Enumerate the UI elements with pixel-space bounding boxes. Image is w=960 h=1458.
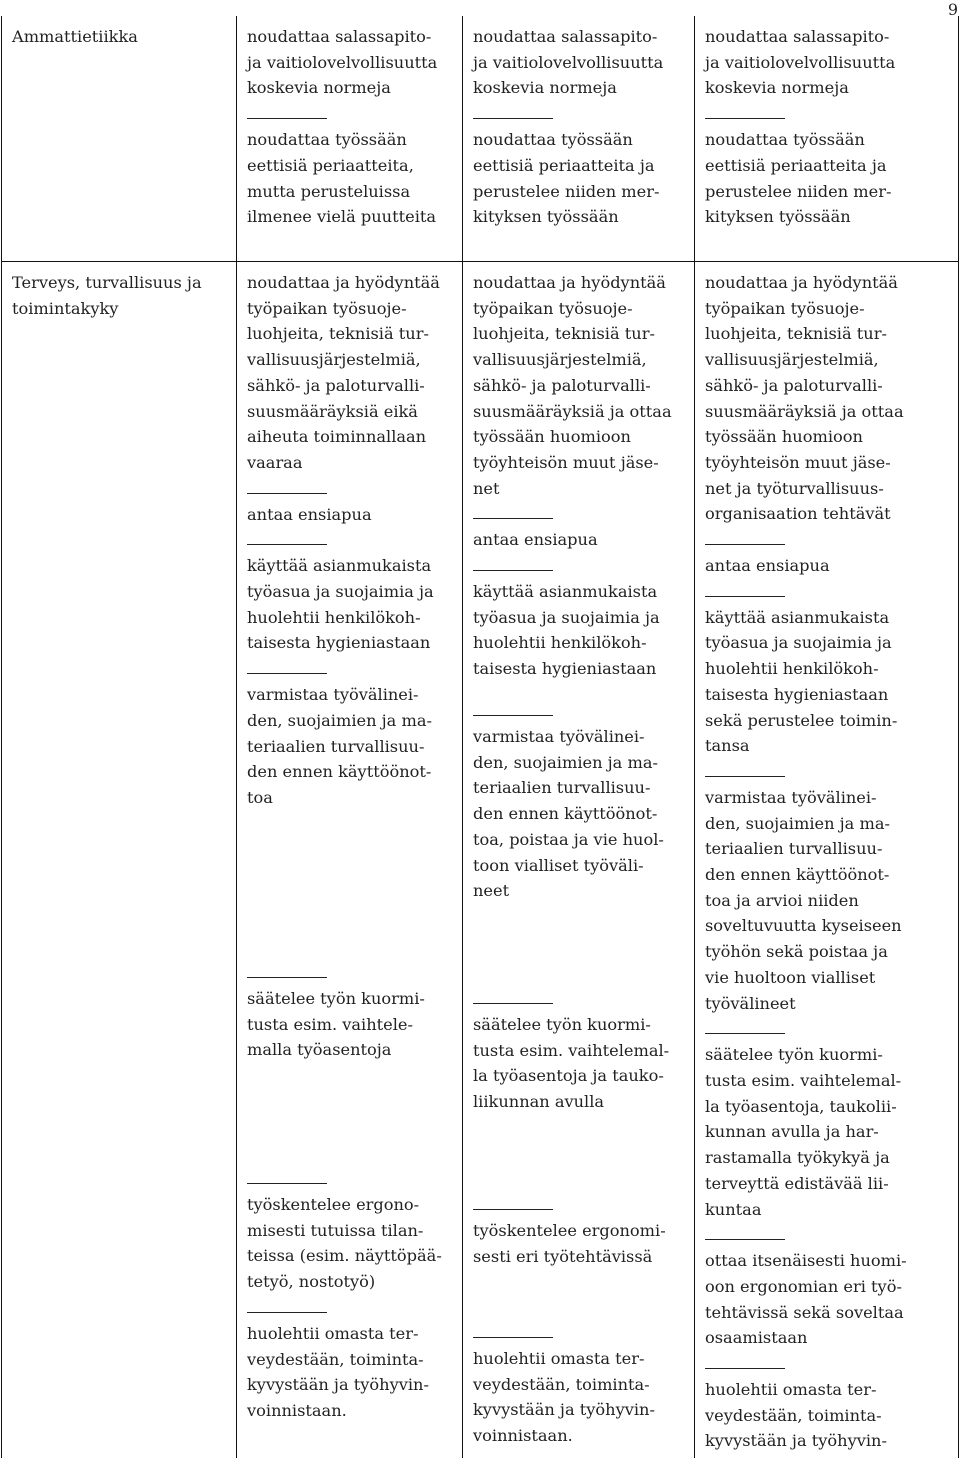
criterion-line: huolehtii henkilökoh- — [705, 659, 879, 679]
criteria-cell — [247, 24, 437, 230]
criterion-separator — [473, 118, 553, 119]
criterion-line: tehtävissä sekä soveltaa — [705, 1302, 904, 1322]
criterion-line: soveltuvuutta kyseiseen — [705, 916, 902, 936]
criterion-line: teriaalien turvallisuu- — [705, 839, 883, 859]
criterion-line: koskevia normeja — [705, 78, 849, 98]
criterion-line: veydestään, toiminta- — [247, 1349, 424, 1369]
criterion-line: luohjeita, teknisiä tur- — [247, 324, 429, 344]
row-divider — [1, 261, 959, 262]
criterion-line: luohjeita, teknisiä tur- — [473, 324, 655, 344]
criterion-line: suusmääräyksiä ja ottaa — [473, 401, 672, 421]
criterion-separator — [247, 493, 327, 494]
row-label-line: Terveys, turvallisuus ja — [12, 273, 202, 292]
criterion-line: rastamalla työkykyä ja — [705, 1148, 890, 1168]
criterion-line: työhön sekä poistaa ja — [705, 942, 888, 962]
criterion-line: suusmääräyksiä ja ottaa — [705, 401, 904, 421]
criterion-line: säätelee työn kuormi- — [473, 1015, 651, 1034]
criterion-line: la työasentoja, taukolii- — [705, 1096, 897, 1116]
criterion-line: noudattaa salassapito- — [705, 27, 890, 46]
criterion-line: käyttää asianmukaista — [705, 607, 890, 627]
criteria-cell — [247, 1166, 442, 1424]
criterion-line: eettisiä periaatteita, — [247, 155, 414, 175]
criterion-line: noudattaa ja hyödyntää — [247, 273, 440, 292]
criterion-line: sesti eri työtehtävissä — [473, 1246, 653, 1266]
criterion-line: den ennen käyttöönot- — [705, 865, 890, 885]
criterion-line: malla työasentoja — [247, 1040, 392, 1060]
criterion-line: antaa ensiapua — [473, 530, 598, 550]
criterion-line: terveyttä edistävää lii- — [705, 1173, 889, 1193]
criterion-line: teissa (esim. näyttöpää- — [247, 1246, 442, 1266]
criterion-line: sähkö- ja paloturvalli- — [247, 375, 425, 395]
criterion-line: ja vaitiolovelvollisuutta — [247, 52, 438, 72]
criterion-line: kyvystään ja työhyvin- — [705, 1431, 887, 1451]
column-divider — [462, 16, 463, 1458]
criterion-line: mutta perusteluissa — [247, 181, 411, 201]
criterion-line: työasua ja suojaimia ja — [705, 633, 892, 653]
criterion-line: tetyö, nostotyö) — [247, 1272, 376, 1292]
criterion-line: eettisiä periaatteita ja — [705, 155, 887, 175]
criterion-line: sähkö- ja paloturvalli- — [705, 375, 883, 395]
criterion-line: voinnistaan. — [247, 1400, 347, 1420]
criterion-separator — [473, 1209, 553, 1210]
criterion-separator — [705, 1368, 785, 1369]
row-label-line: toimintakyky — [12, 298, 119, 318]
criterion-line: ilmenee vielä puutteita — [247, 207, 437, 227]
row-label — [12, 270, 202, 321]
criterion-separator — [247, 118, 327, 119]
criterion-line: veydestään, toiminta- — [473, 1374, 650, 1394]
criterion-line: vie huoltoon vialliset — [705, 967, 876, 987]
criterion-line: noudattaa työssään — [247, 130, 407, 150]
criterion-line: taisesta hygieniastaan — [247, 633, 431, 653]
criterion-separator — [247, 1312, 327, 1313]
criterion-line: toa ja arvioi niiden — [705, 890, 859, 910]
criterion-line: tusta esim. vaihtele- — [247, 1014, 413, 1034]
criterion-line: vallisuusjärjestelmiä, — [705, 350, 879, 370]
criterion-line: kyvystään ja työhyvin- — [473, 1400, 655, 1420]
criterion-line: osaamistaan — [705, 1328, 808, 1348]
criterion-line: teriaalien turvallisuu- — [473, 778, 651, 798]
criterion-line: eettisiä periaatteita ja — [473, 155, 655, 175]
criterion-line: työssään huomioon — [473, 427, 631, 447]
criterion-line: työssään huomioon — [705, 427, 863, 447]
criterion-line: luohjeita, teknisiä tur- — [705, 324, 887, 344]
criterion-line: työasua ja suojaimia ja — [473, 607, 660, 627]
criteria-cell — [705, 270, 907, 1454]
criterion-line: den, suojaimien ja ma- — [473, 752, 658, 772]
criterion-line: taisesta hygieniastaan — [473, 659, 657, 679]
criterion-line: varmistaa työvälinei- — [705, 787, 877, 807]
criterion-line: säätelee työn kuormi- — [247, 989, 425, 1008]
criterion-line: ottaa itsenäisesti huomi- — [705, 1251, 907, 1271]
criterion-line: työvälineet — [705, 993, 796, 1013]
criterion-line: huolehtii henkilökoh- — [247, 607, 421, 627]
criterion-line: organisaation tehtävät — [705, 504, 891, 524]
criterion-line: sekä perustelee toimin- — [705, 710, 898, 730]
criterion-line: työpaikan työsuoje- — [705, 298, 865, 318]
criterion-line: kuntaa — [705, 1199, 762, 1219]
criterion-line: aiheuta toiminnallaan — [247, 427, 427, 447]
criterion-line: huolehtii omasta ter- — [705, 1380, 877, 1400]
criterion-line: työpaikan työsuoje- — [473, 298, 633, 318]
row-label — [12, 24, 138, 50]
criterion-line: käyttää asianmukaista — [473, 582, 658, 602]
criterion-line: toa — [247, 787, 273, 807]
criteria-cell — [473, 24, 663, 230]
criteria-cell — [473, 1320, 655, 1449]
criterion-line: kityksen työssään — [705, 207, 851, 227]
criterion-line: oon ergonomian eri työ- — [705, 1276, 902, 1296]
criterion-line: työasua ja suojaimia ja — [247, 582, 434, 602]
criterion-separator — [247, 673, 327, 674]
criterion-line: la työasentoja ja tauko- — [473, 1066, 664, 1086]
criterion-line: vallisuusjärjestelmiä, — [473, 350, 647, 370]
table-border-right — [958, 16, 959, 1458]
criterion-line: työyhteisön muut jäse- — [473, 452, 659, 472]
criterion-separator — [473, 570, 553, 571]
row-label-line: Ammattietiikka — [12, 27, 138, 46]
criterion-line: tusta esim. vaihtelemal- — [473, 1040, 670, 1060]
criteria-cell — [473, 270, 672, 682]
criterion-line: työyhteisön muut jäse- — [705, 452, 891, 472]
criterion-line: teriaalien turvallisuu- — [247, 736, 425, 756]
criterion-line: huolehtii henkilökoh- — [473, 633, 647, 653]
criterion-separator — [473, 1337, 553, 1338]
criterion-separator — [473, 715, 553, 716]
criterion-separator — [247, 1183, 327, 1184]
criterion-line: den ennen käyttöönot- — [247, 762, 432, 782]
criterion-line: kyvystään ja työhyvin- — [247, 1375, 429, 1395]
criterion-line: neet — [473, 881, 510, 901]
column-divider — [236, 16, 237, 1458]
criterion-line: voinnistaan. — [473, 1426, 573, 1446]
criteria-cell — [473, 986, 669, 1115]
criterion-line: noudattaa ja hyödyntää — [473, 273, 666, 292]
criterion-line: taisesta hygieniastaan — [705, 684, 889, 704]
criterion-separator — [473, 518, 553, 519]
criterion-line: varmistaa työvälinei- — [473, 727, 645, 746]
criterion-separator — [705, 118, 785, 119]
criterion-line: perustelee niiden mer- — [473, 181, 660, 201]
criterion-line: kityksen työssään — [473, 207, 619, 227]
criterion-line: ja vaitiolovelvollisuutta — [473, 52, 664, 72]
criterion-line: tansa — [705, 736, 750, 756]
criterion-line: huolehtii omasta ter- — [473, 1349, 645, 1368]
criterion-line: tusta esim. vaihtelemal- — [705, 1070, 902, 1090]
criterion-line: työskentelee ergonomi- — [473, 1221, 666, 1240]
criterion-line: varmistaa työvälinei- — [247, 685, 419, 705]
criterion-line: käyttää asianmukaista — [247, 556, 432, 576]
criterion-line: noudattaa salassapito- — [247, 27, 432, 46]
criterion-line: liikunnan avulla — [473, 1092, 605, 1112]
criterion-separator — [705, 544, 785, 545]
criterion-separator — [247, 977, 327, 978]
criterion-line: den ennen käyttöönot- — [473, 804, 658, 824]
criteria-cell — [705, 24, 895, 230]
criterion-line: misesti tutuissa tilan- — [247, 1220, 424, 1240]
criterion-line: sähkö- ja paloturvalli- — [473, 375, 651, 395]
criterion-line: koskevia normeja — [473, 78, 617, 98]
criteria-cell — [473, 698, 664, 904]
criterion-line: antaa ensiapua — [705, 556, 830, 576]
criterion-line: perustelee niiden mer- — [705, 181, 892, 201]
criterion-line: suusmääräyksiä eikä — [247, 401, 418, 421]
table-border-left — [1, 16, 2, 1458]
criteria-cell — [247, 960, 425, 1063]
criterion-separator — [247, 544, 327, 545]
criterion-line: noudattaa työssään — [473, 130, 633, 150]
criterion-line: vallisuusjärjestelmiä, — [247, 350, 421, 370]
criterion-line: noudattaa työssään — [705, 130, 865, 150]
column-divider — [694, 16, 695, 1458]
criterion-line: toa, poistaa ja vie huol- — [473, 829, 664, 849]
criteria-cell — [473, 1192, 666, 1269]
criterion-line: ja vaitiolovelvollisuutta — [705, 52, 896, 72]
criterion-line: noudattaa ja hyödyntää — [705, 273, 898, 292]
criterion-line: den, suojaimien ja ma- — [705, 813, 890, 833]
criterion-line: työpaikan työsuoje- — [247, 298, 407, 318]
criterion-separator — [705, 1239, 785, 1240]
criterion-separator — [473, 1003, 553, 1004]
criterion-separator — [705, 596, 785, 597]
criterion-line: den, suojaimien ja ma- — [247, 710, 432, 730]
criterion-separator — [705, 1033, 785, 1034]
criterion-line: säätelee työn kuormi- — [705, 1045, 883, 1065]
criterion-line: veydestään, toiminta- — [705, 1405, 882, 1425]
criterion-line: net — [473, 478, 500, 498]
criterion-line: net ja työturvallisuus- — [705, 478, 884, 498]
criterion-line: huolehtii omasta ter- — [247, 1323, 419, 1343]
criterion-line: työskentelee ergono- — [247, 1195, 420, 1214]
criterion-line: vaaraa — [247, 452, 303, 472]
page-number: 9 — [947, 0, 958, 19]
criterion-line: toon vialliset työväli- — [473, 855, 644, 875]
criterion-line: noudattaa salassapito- — [473, 27, 658, 46]
criterion-line: koskevia normeja — [247, 78, 391, 98]
criterion-separator — [705, 776, 785, 777]
criteria-cell — [247, 270, 440, 811]
criterion-line: kunnan avulla ja har- — [705, 1122, 879, 1142]
criterion-line: antaa ensiapua — [247, 504, 372, 524]
